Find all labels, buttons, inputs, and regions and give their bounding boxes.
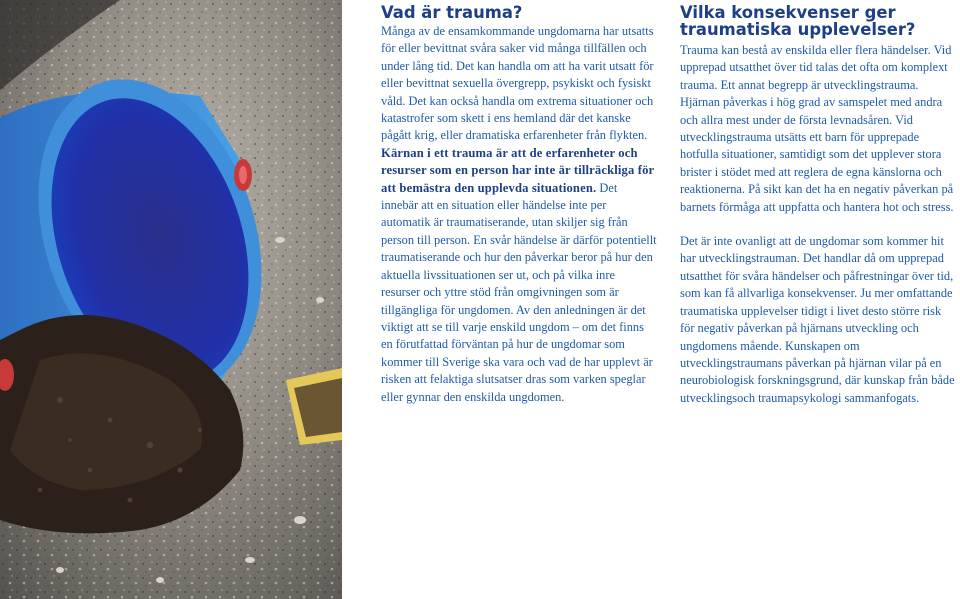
emphasis-karnan-i-trauma: Kärnan i ett trauma är att de erfarenheter och resurser som en person har inte är tillräckliga för att bemästra den upplevda situationen. — [381, 145, 655, 195]
paragraph-text-continued: Det innebär att en situation eller händelse inte per automatik är traumatiserande, utan skiljer sig från person till person. En svår händelse är därför potentiellt traumatiserande och hur den påverkar beror på hur den aktuella livssituationen ser ut, och på vilka inre resurser och yttre stöd från omgivningen som är tillgängliga för ungdomen. Av den anledningen är det viktigt att se till varje enskild ungdom – om det finns en förutfattad förväntan på hur de ungdomar som kommer till Sverige ska vara och vad de har upplevt är risken att felaktiga slutsatser dras som varken speglar eller gynnar den enskilda ungdomen. — [381, 180, 657, 404]
heading-vad-ar-trauma: Vad är trauma? — [381, 3, 523, 22]
paragraph-text-intro: Många av de ensamkommande ungdomarna har utsatts för eller bevittnat svåra saker vid många tillfällen och under lång tid. Det kan handla om att ha varit utsatt för eller bevittnat sexuella övergrepp, psykiskt och fysiskt våld. Det kan också handla om extrema situationer och katastrofer som skett i ens hemland där det kanske pågått krig, eller dramatiska erfarenheter från flykten. — [381, 24, 654, 143]
paragraph-komplext-trauma: Trauma kan bestå av enskilda eller flera händelser. Vid upprepad utsatthet över tid talas det ofta om komplext trauma. Ett annat begrepp är utvecklingstrauma. Hjärnan påverkas i hög grad av samspelet med andra och allra mest under de första levnadsåren. Vid utvecklingstrauma utsätts ett barn för upprepade hotfulla situationer, samtidigt som det upplever stora brister i stödet med att reglera de egna känslorna och reaktionerna. På sikt kan det ha en negativ påverkan på barnets förmåga att uppfatta och hantera hot och stress. — [680, 43, 954, 214]
paragraph-utvecklingstrauman: Det är inte ovanligt att de ungdomar som kommer hit har utvecklingstrauman. Det handlar då om upprepad utsatthet för svåra händelser och påfrestningar över tid, som kan få allvarliga konsekvenser. Ju mer omfattande traumatiska upplevelser tidigt i livet desto större risk för negativ påverkan på hjärnans utveckling och ungdomens mående. Kunskapen om utvecklingstraumans påverkan på hjärnan vilar på en neurobiologisk forskningsgrund, där kunskap från både utvecklingsoch traumapsykologi sammanfogats. — [680, 234, 955, 405]
right-column — [680, 4, 958, 407]
paragraph-vad-ar-trauma — [381, 23, 657, 406]
heading-vilka-konsekvenser: Vilka konsekvenser ger traumatiska upplevelser? — [680, 3, 916, 39]
bucket-photo — [0, 0, 342, 599]
left-column — [381, 4, 657, 406]
